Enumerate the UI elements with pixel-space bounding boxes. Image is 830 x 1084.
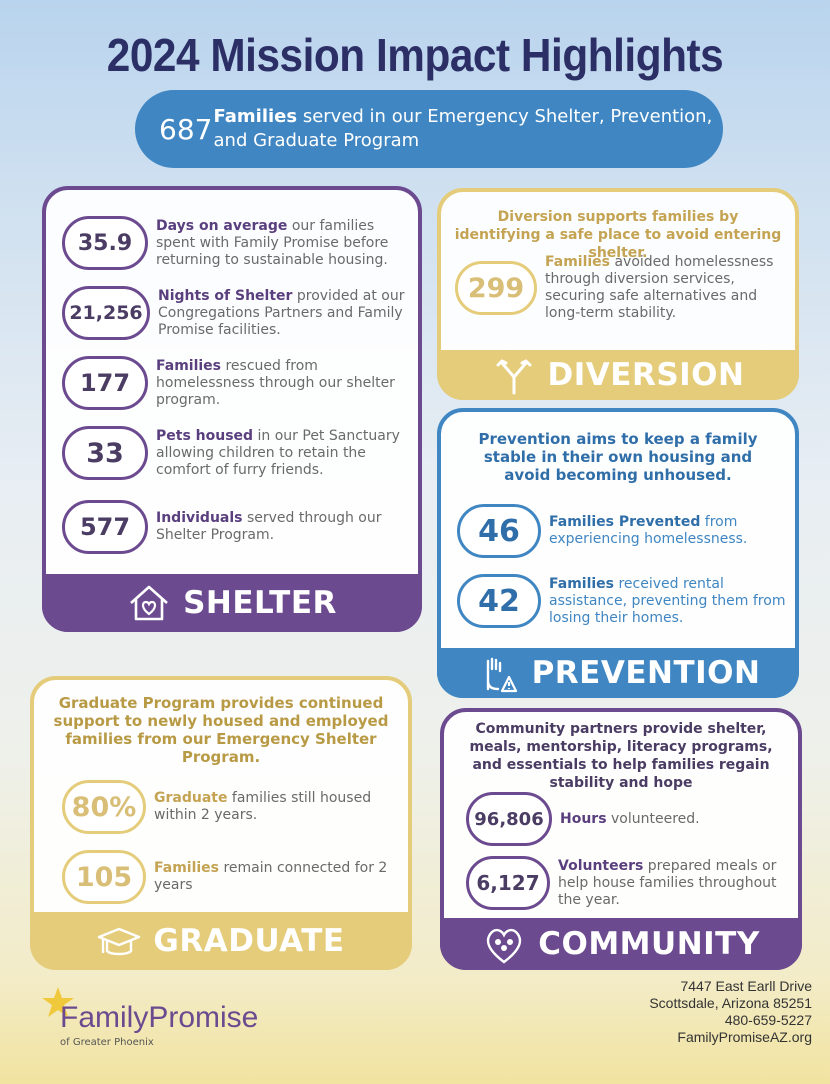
shelter-stat [62,356,408,410]
stat-value: 177 [62,356,148,410]
community-stat [466,856,786,910]
community-intro: Community partners provide shelter, meals, mentorship, literacy programs, and essentials to help families regain stability and hope [469,721,773,791]
prevention-intro: Prevention aims to keep a family stable in their own housing and avoid becoming unhoused. [478,430,758,484]
stat-value: 46 [457,504,541,558]
families-served-banner [135,90,723,168]
community-label: COMMUNITY [538,926,760,962]
stat-value: 42 [457,574,541,628]
families-served-text: Families served in our Emergency Shelter, Prevention, and Graduate Program [213,106,713,151]
prevention-stat [457,574,787,628]
graduate-stat [62,780,396,834]
families-served-number: 687 [159,112,213,146]
stat-value: 21,256 [62,286,150,340]
family-promise-logo [40,985,300,1055]
graduate-label: GRADUATE [153,923,345,959]
shelter-banner [42,574,422,632]
community-banner [440,918,802,970]
shelter-stat [62,216,408,270]
stat-description: Families Prevented from experiencing homelessness. [549,514,748,547]
stat-description: Days on average our families spent with Family Promise before returning to sustainable housing. [156,217,389,268]
diversion-banner [437,350,799,400]
stat-description: Families rescued from homelessness through our shelter program. [156,357,395,408]
community-heart-icon [482,922,526,966]
contact-info [649,978,812,1046]
shelter-stat [62,286,408,340]
house-heart-icon [127,581,171,625]
shelter-stat [62,500,408,554]
prevention-card [437,408,799,698]
graduate-card [30,676,412,970]
logo-subtitle: of Greater Phoenix [60,1037,154,1048]
stat-value: 96,806 [466,792,552,846]
stat-description: Families avoided homelessness through diversion services, securing safe alternatives and long-term stability. [545,254,774,321]
city-address: Scottsdale, Arizona 85251 [649,995,812,1011]
stat-value: 33 [62,426,148,480]
stat-value: 35.9 [62,216,148,270]
phone-number: 480-659-5227 [724,1012,812,1028]
website[interactable]: FamilyPromiseAZ.org [677,1029,812,1045]
diversion-stat [455,254,789,322]
graduate-intro: Graduate Program provides continued support to newly housed and employed families from our Emergency Shelter Program. [53,694,389,766]
split-arrow-icon [492,353,536,397]
shelter-label: SHELTER [183,585,337,621]
graduate-banner [30,912,412,970]
stat-description: Pets housed in our Pet Sanctuary allowing children to retain the comfort of furry friends. [156,427,400,478]
diversion-intro: Diversion supports families by identifying a safe place to avoid entering shelter. [454,209,782,261]
stat-value: 299 [455,261,537,315]
stat-value: 577 [62,500,148,554]
street-address: 7447 East Earll Drive [680,978,812,994]
stat-description: Individuals served through our Shelter Program. [156,510,382,543]
page-title: 2024 Mission Impact Highlights [106,29,724,81]
stat-description: Hours volunteered. [560,810,700,827]
logo-wordmark: FamilyPromise [60,1001,259,1034]
stat-description: Nights of Shelter provided at our Congregations Partners and Family Promise facilities. [158,287,405,338]
graduation-cap-icon [97,919,141,963]
shelter-card [42,186,422,632]
community-stat [466,792,786,846]
prevention-stat [457,504,787,558]
diversion-card [437,188,799,400]
community-card [440,708,802,970]
shelter-stat [62,426,408,480]
hand-warning-icon [476,651,520,695]
stat-description: Volunteers prepared meals or help house families throughout the year. [558,857,777,908]
stat-value: 80% [62,780,146,834]
stat-description: Families received rental assistance, preventing them from losing their homes. [549,575,786,626]
graduate-stat [62,850,396,904]
stat-description: Families remain connected for 2 years [154,860,388,893]
prevention-label: PREVENTION [531,655,761,691]
stat-value: 105 [62,850,146,904]
stat-description: Graduate families still housed within 2 years. [154,790,372,823]
prevention-banner [437,648,799,698]
diversion-label: DIVERSION [547,357,745,393]
stat-value: 6,127 [466,856,550,910]
